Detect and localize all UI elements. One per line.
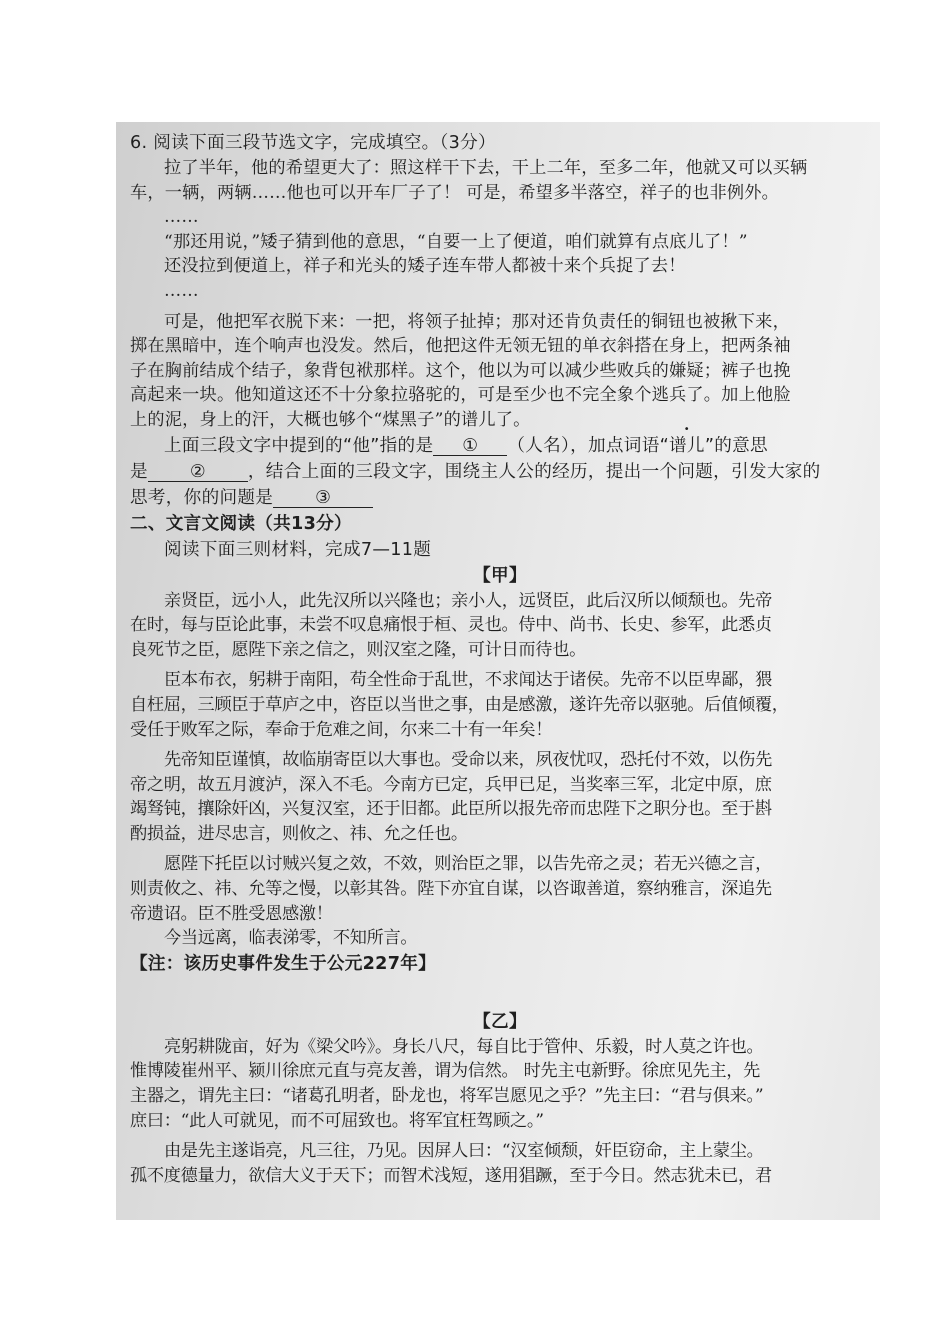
jia-label: 【甲】 <box>473 565 527 586</box>
passage-line: 可是，他把军衣脱下来：一把，将领子扯掉；那对还肯负责任的铜钮也被揪下来， <box>164 311 790 332</box>
fill-text: 思考，你的问题是 <box>130 487 274 508</box>
classical-line: 帝遗诏。臣不胜受恩感激！ <box>130 903 333 924</box>
classical-line: 今当远离，临表涕零，不知所言。 <box>164 928 418 949</box>
classical-line: 惟博陵崔州平、颍川徐庶元直与亮友善，谓为信然。 时先主屯新野。徐庶见先主，先 <box>130 1061 761 1082</box>
classical-line: 帝之明，故五月渡泸，深入不毛。今南方已定，兵甲已足，当奖率三军，北定中原，庶 <box>130 774 772 795</box>
classical-line: 由是先主遂诣亮，凡三往，乃见。因屏人曰：“汉室倾颓，奸臣窃命，主上蒙尘。 <box>164 1141 764 1162</box>
classical-line: 在时，每与臣论此事，未尝不叹息痛恨于桓、灵也。侍中、尚书、长史、参军，此悉贞 <box>130 615 772 636</box>
classical-line: 愿陛下托臣以讨贼兴复之效，不效，则治臣之罪，以告先帝之灵；若无兴德之言， <box>164 854 772 875</box>
classical-line: 则责攸之、祎、允等之慢，以彰其咎。陛下亦宜自谋，以咨诹善道，察纳雅言，深追先 <box>130 879 772 900</box>
fill-blank-line-3 <box>130 485 870 511</box>
question-6-title: 6. 阅读下面三段节选文字，完成填空。（3分） <box>130 133 496 153</box>
classical-line: 酌损益，进尽忠言，则攸之、祎、允之任也。 <box>130 823 468 844</box>
fill-blank-line-1 <box>130 433 870 459</box>
classical-line: 竭驽钝，攘除奸凶，兴复汉室，还于旧都。此臣所以报先帝而忠陛下之职分也。至于斟 <box>130 799 772 820</box>
exam-paper-scan <box>116 122 880 1220</box>
passage-line: 拉了半年，他的希望更大了：照这样干下去，干上二年，至多二年，他就又可以买辆 <box>164 158 808 178</box>
classical-line: 受任于败军之际，奉命于危难之间，尔来二十有一年矣！ <box>130 719 553 740</box>
passage-line: 车，一辆，两辆……他也可以开车厂子了！ 可是，希望多半落空，祥子的也非例外。 <box>130 182 780 203</box>
classical-line: 庶曰：“此人可就见，而不可屈致也。将军宜枉驾顾之。” <box>130 1110 544 1131</box>
ellipsis-line: …… <box>164 207 199 228</box>
ellipsis-line: …… <box>164 280 199 301</box>
section-2-instruction: 阅读下面三则材料，完成7—11题 <box>164 539 432 560</box>
fill-text: ，结合上面的三段文字，围绕主人公的经历，提出一个问题，引发大家的 <box>247 461 821 482</box>
fill-text: 是 <box>130 461 148 482</box>
classical-line: 亮躬耕陇亩，好为《梁父吟》。身长八尺，每自比于管仲、乐毅，时人莫之许也。 <box>164 1036 764 1057</box>
yi-label: 【乙】 <box>473 1011 527 1032</box>
passage-line: “那还用说，”矮子猜到他的意思，“自要一上了便道，咱们就算有点底儿了！” <box>164 231 748 252</box>
passage-line: 高起来一块。他知道这还不十分象拉骆驼的，可是至少也不完全象个逃兵了。加上他脸 <box>130 385 791 406</box>
answer-blank-3[interactable]: ③ <box>273 489 373 508</box>
jia-passage <box>130 589 870 951</box>
yi-passage <box>130 1035 870 1189</box>
classical-line: 主器之，谓先主曰：“诸葛孔明者，卧龙也，将军岂愿见之乎？”先主曰：“君与俱来。” <box>130 1086 764 1107</box>
classical-line: 先帝知臣谨慎，故临崩寄臣以大事也。受命以来，夙夜忧叹，恐托付不效，以伤先 <box>164 750 772 771</box>
classical-line: 自枉屈，三顾臣于草庐之中，咨臣以当世之事，由是感激，遂许先帝以驱驰。后值倾覆， <box>130 694 789 715</box>
passage-line: 还没拉到便道上，祥子和光头的矮子连车带人都被十来个兵捉了去！ <box>164 256 686 277</box>
fill-text: 上面三段文字中提到的“他”指的是 <box>164 435 434 456</box>
classical-line: 臣本布衣，躬耕于南阳，苟全性命于乱世，不求闻达于诸侯。先帝不以臣卑鄙，猥 <box>164 670 772 691</box>
answer-blank-2[interactable]: ② <box>148 463 248 482</box>
passage-line: 上的泥，身上的汗，大概也够个“煤黑子”的谱儿了。 <box>130 409 531 430</box>
fill-text: ”的意思 <box>704 435 768 456</box>
classical-line: 亲贤臣，远小人，此先汉所以兴隆也；亲小人，远贤臣，此后汉所以倾颓也。先帝 <box>164 590 772 611</box>
passage-line: 掷在黑暗中，连个响声也没发。然后，他把这件无领无钮的单衣斜搭在身上，把两条袖 <box>130 336 791 357</box>
history-note: 【注：该历史事件发生于公元227年】 <box>130 953 437 974</box>
passage-line: 子在胸前结成个结子，象背包袱那样。这个，他以为可以减少些败兵的嫌疑；裤子也挽 <box>130 360 791 381</box>
classical-line: 良死节之臣，愿陛下亲之信之，则汉室之隆，可计日而待也。 <box>130 639 586 660</box>
classical-line: 孤不度德量力，欲信大义于天下；而智术浅短，遂用猖蹶，至于今日。然志犹未已，君 <box>130 1165 772 1186</box>
answer-blank-1[interactable]: ① <box>433 437 507 456</box>
fill-blank-line-2 <box>130 459 870 485</box>
section-2-title: 二、文言文阅读（共13分） <box>130 513 352 534</box>
q6-passage <box>130 156 870 433</box>
exam-content <box>130 130 870 1188</box>
dotted-word: 谱儿 <box>669 435 705 456</box>
fill-text: （人名），加点词语“ <box>507 435 670 456</box>
